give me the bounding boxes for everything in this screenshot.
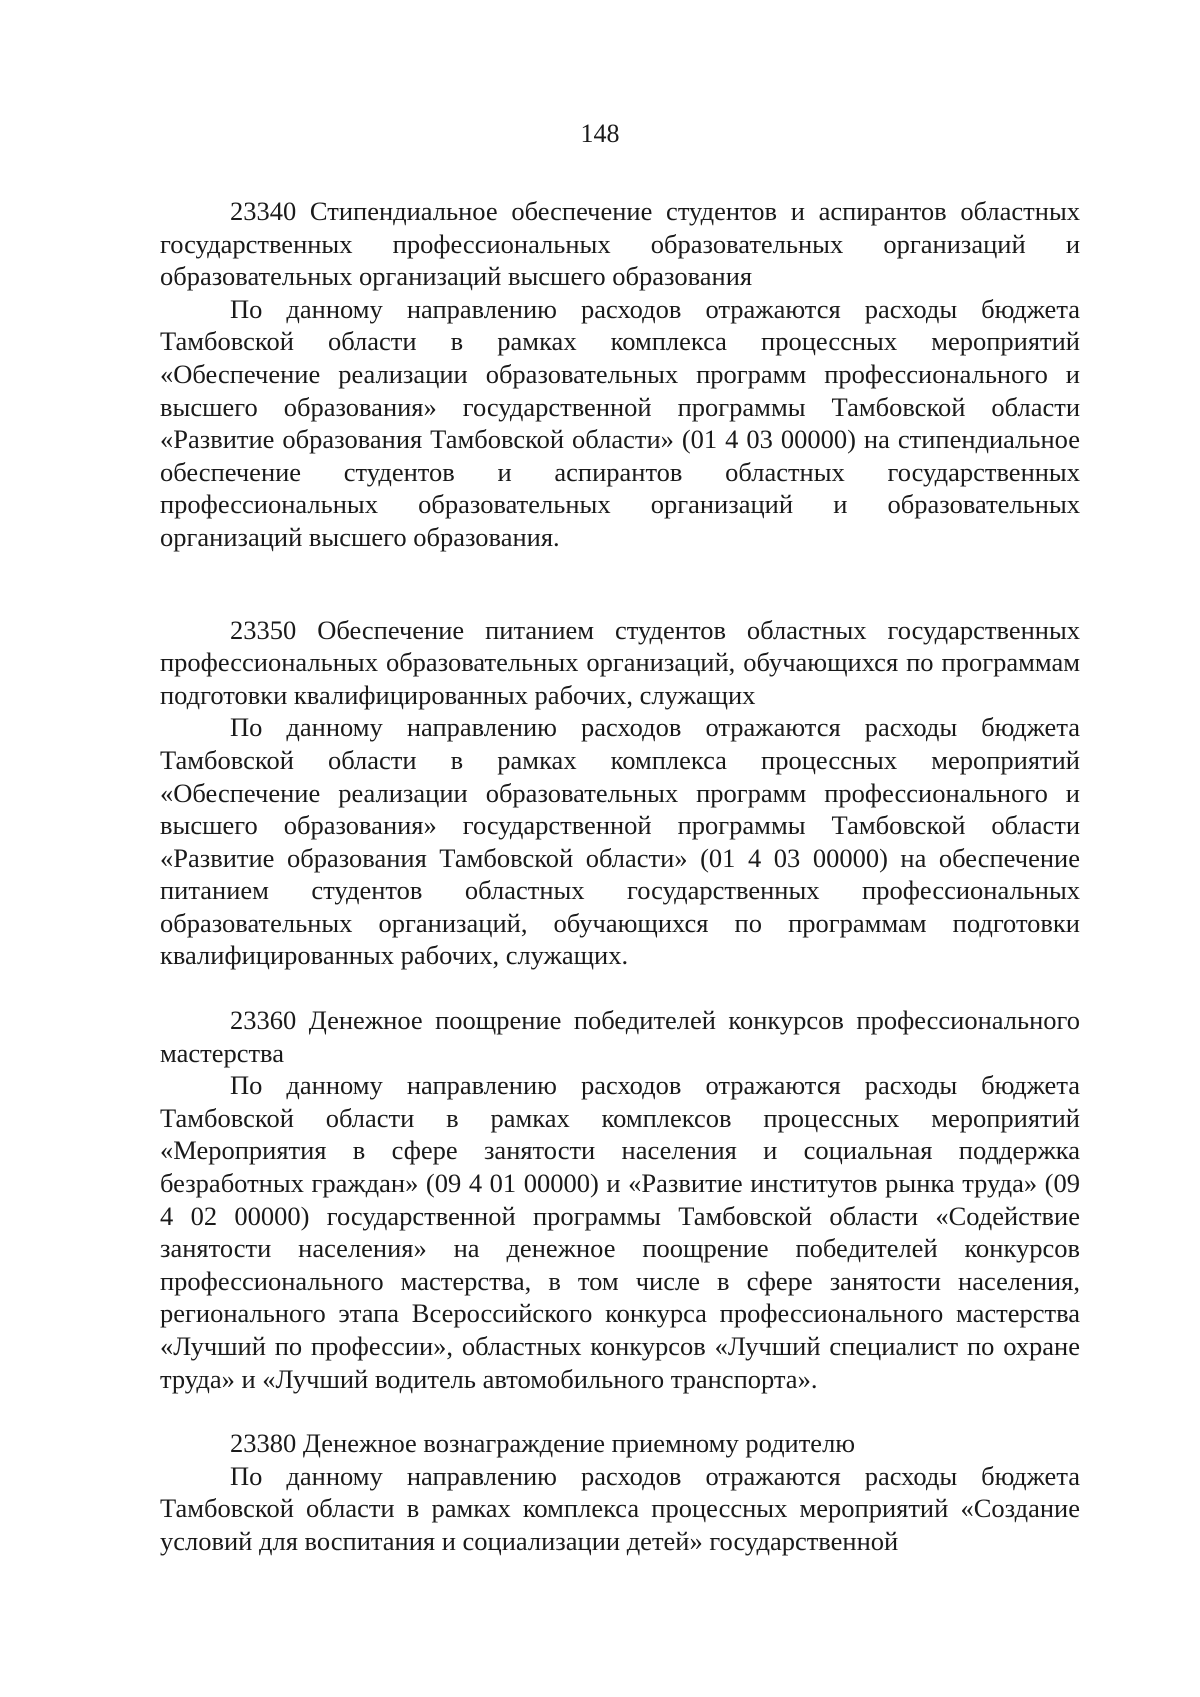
section-body: По данному направлению расходов отражаются расходы бюджета Тамбовской области в рамках комплекса процессных мероприятий «Обеспечение реализации образовательных программ профессионального и высшего образования» государственной программы Тамбовской области «Развитие образования Тамбовской области» (01 4 03 00000) на стипендиальное обеспечение студентов и аспирантов областных государственных профессиональных образовательных организаций и образовательных организаций высшего образования. <box>160 293 1080 552</box>
section-23340 <box>160 195 1080 554</box>
section-heading: 23380 Денежное вознаграждение приемному родителю <box>230 1428 856 1459</box>
document-content <box>160 195 1080 1558</box>
section-heading: 23360 Денежное поощрение победителей конкурсов профессионального мастерства <box>160 1005 1080 1068</box>
section-body: По данному направлению расходов отражаются расходы бюджета Тамбовской области в рамках комплексов процессных мероприятий «Мероприятия в сфере занятости населения и социальная поддержка безработных граждан» (09 4 01 00000) и «Развитие институтов рынка труда» (09 4 02 00000) государственной программы Тамбовской области «Содействие занятости населения» на денежное поощрение победителей конкурсов профессионального мастерства, в том числе в сфере занятости населения, регионального этапа Всероссийского конкурса профессионального мастерства «Лучший по профессии», областных конкурсов «Лучший специалист по охране труда» и «Лучший водитель автомобильного транспорта». <box>160 1070 1080 1394</box>
section-23360 <box>160 1004 1080 1395</box>
section-body: По данному направлению расходов отражаются расходы бюджета Тамбовской области в рамках комплекса процессных мероприятий «Обеспечение реализации образовательных программ профессионального и высшего образования» государственной программы Тамбовской области «Развитие образования Тамбовской области» (01 4 03 00000) на обеспечение питанием студентов областных государственных профессиональных образовательных организаций, обучающихся по программам подготовки квалифицированных рабочих, служащих. <box>160 712 1080 971</box>
section-heading: 23350 Обеспечение питанием студентов областных государственных профессиональных образовательных организаций, обучающихся по программам подготовки квалифицированных рабочих, служащих <box>160 614 1080 710</box>
section-body: По данному направлению расходов отражаются расходы бюджета Тамбовской области в рамках комплекса процессных мероприятий «Создание условий для воспитания и социализации детей» государственной <box>160 1460 1080 1556</box>
section-heading: 23340 Стипендиальное обеспечение студентов и аспирантов областных государственных профессиональных образовательных организаций и образовательных организаций высшего образования <box>160 196 1080 292</box>
section-23350 <box>160 614 1080 973</box>
section-23380 <box>160 1427 1080 1557</box>
page-number: 148 <box>580 119 620 148</box>
